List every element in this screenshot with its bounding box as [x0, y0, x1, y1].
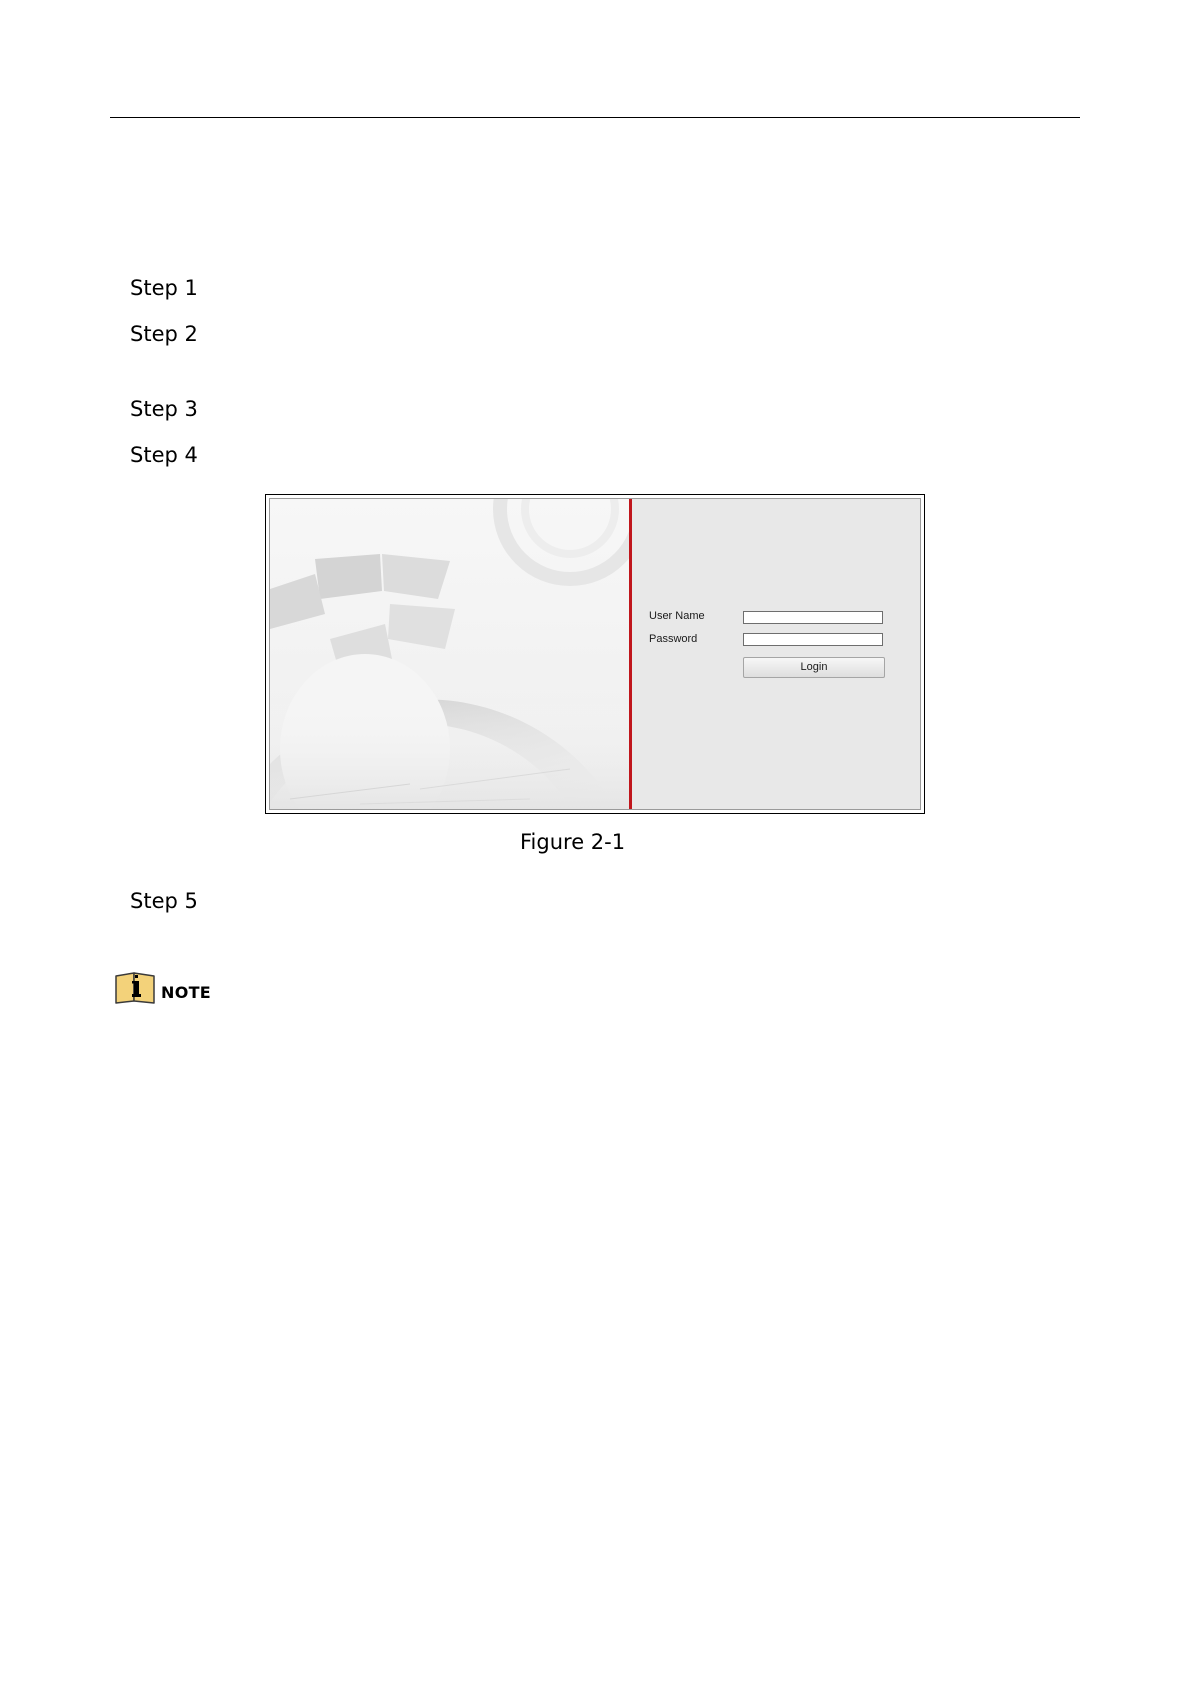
step-3-label: Step 3 [130, 397, 198, 421]
login-panel [632, 499, 920, 809]
login-button[interactable]: Login [743, 657, 885, 678]
step-4-label: Step 4 [130, 443, 198, 467]
figure-caption: Figure 2-1 [520, 830, 626, 854]
username-input[interactable] [743, 611, 883, 624]
step-2-label: Step 2 [130, 322, 198, 346]
info-book-icon [114, 970, 158, 1004]
header-rule [110, 117, 1080, 118]
figure-login-screenshot [265, 494, 925, 814]
login-window [269, 498, 921, 810]
username-label: User Name [649, 610, 705, 622]
password-input[interactable] [743, 633, 883, 646]
lens-graphic-icon [270, 499, 629, 809]
step-1-label: Step 1 [130, 276, 198, 300]
password-label: Password [649, 633, 698, 645]
note-label: NOTE [161, 983, 212, 1002]
banner-graphic [270, 499, 629, 809]
step-5-label: Step 5 [130, 889, 198, 913]
